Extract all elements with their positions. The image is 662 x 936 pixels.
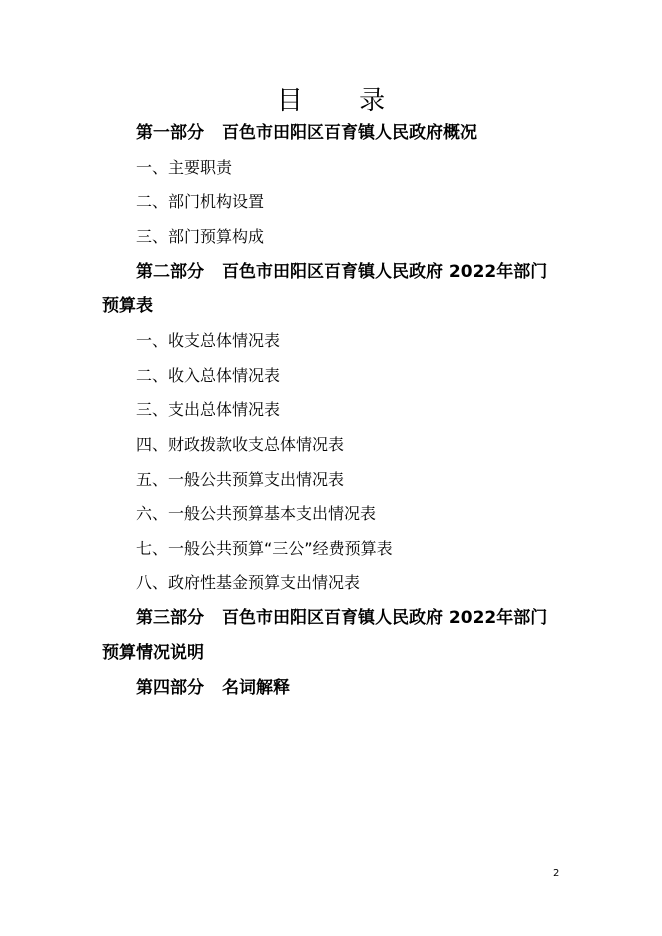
part2-item-4: 四、财政拨款收支总体情况表	[136, 435, 345, 454]
part2-item-2: 二、收入总体情况表	[136, 366, 281, 385]
part1-heading	[136, 121, 477, 145]
part2-item-6: 六、一般公共预算基本支出情况表	[136, 504, 377, 523]
part4-title: 名词解释	[222, 678, 290, 698]
part1-label: 第一部分	[136, 123, 204, 143]
page-title: 目 录	[276, 86, 410, 116]
part1-item-1: 一、主要职责	[136, 158, 233, 177]
part1-title: 百色市田阳区百育镇人民政府概况	[222, 123, 477, 143]
part3-label: 第三部分	[136, 608, 204, 628]
part3-title-line1: 百色市田阳区百育镇人民政府 2022年部门	[222, 608, 548, 628]
part3-heading	[136, 606, 547, 630]
part2-title-line2: 预算表	[102, 296, 153, 316]
part1-item-3: 三、部门预算构成	[136, 227, 265, 246]
part2-item-1: 一、收支总体情况表	[136, 331, 281, 350]
part2-label: 第二部分	[136, 262, 204, 282]
page-number: 2	[553, 868, 560, 879]
part1-item-2: 二、部门机构设置	[136, 192, 265, 211]
part2-item-3: 三、支出总体情况表	[136, 400, 281, 419]
part4-heading	[136, 676, 290, 700]
part2-title-line1: 百色市田阳区百育镇人民政府 2022年部门	[222, 262, 548, 282]
part3-title-line2: 预算情况说明	[102, 643, 204, 663]
part2-item-7: 七、一般公共预算“三公”经费预算表	[136, 539, 393, 558]
part2-item-8: 八、政府性基金预算支出情况表	[136, 573, 361, 592]
part2-item-5: 五、一般公共预算支出情况表	[136, 470, 345, 489]
part4-label: 第四部分	[136, 678, 204, 698]
part2-heading	[136, 260, 547, 284]
